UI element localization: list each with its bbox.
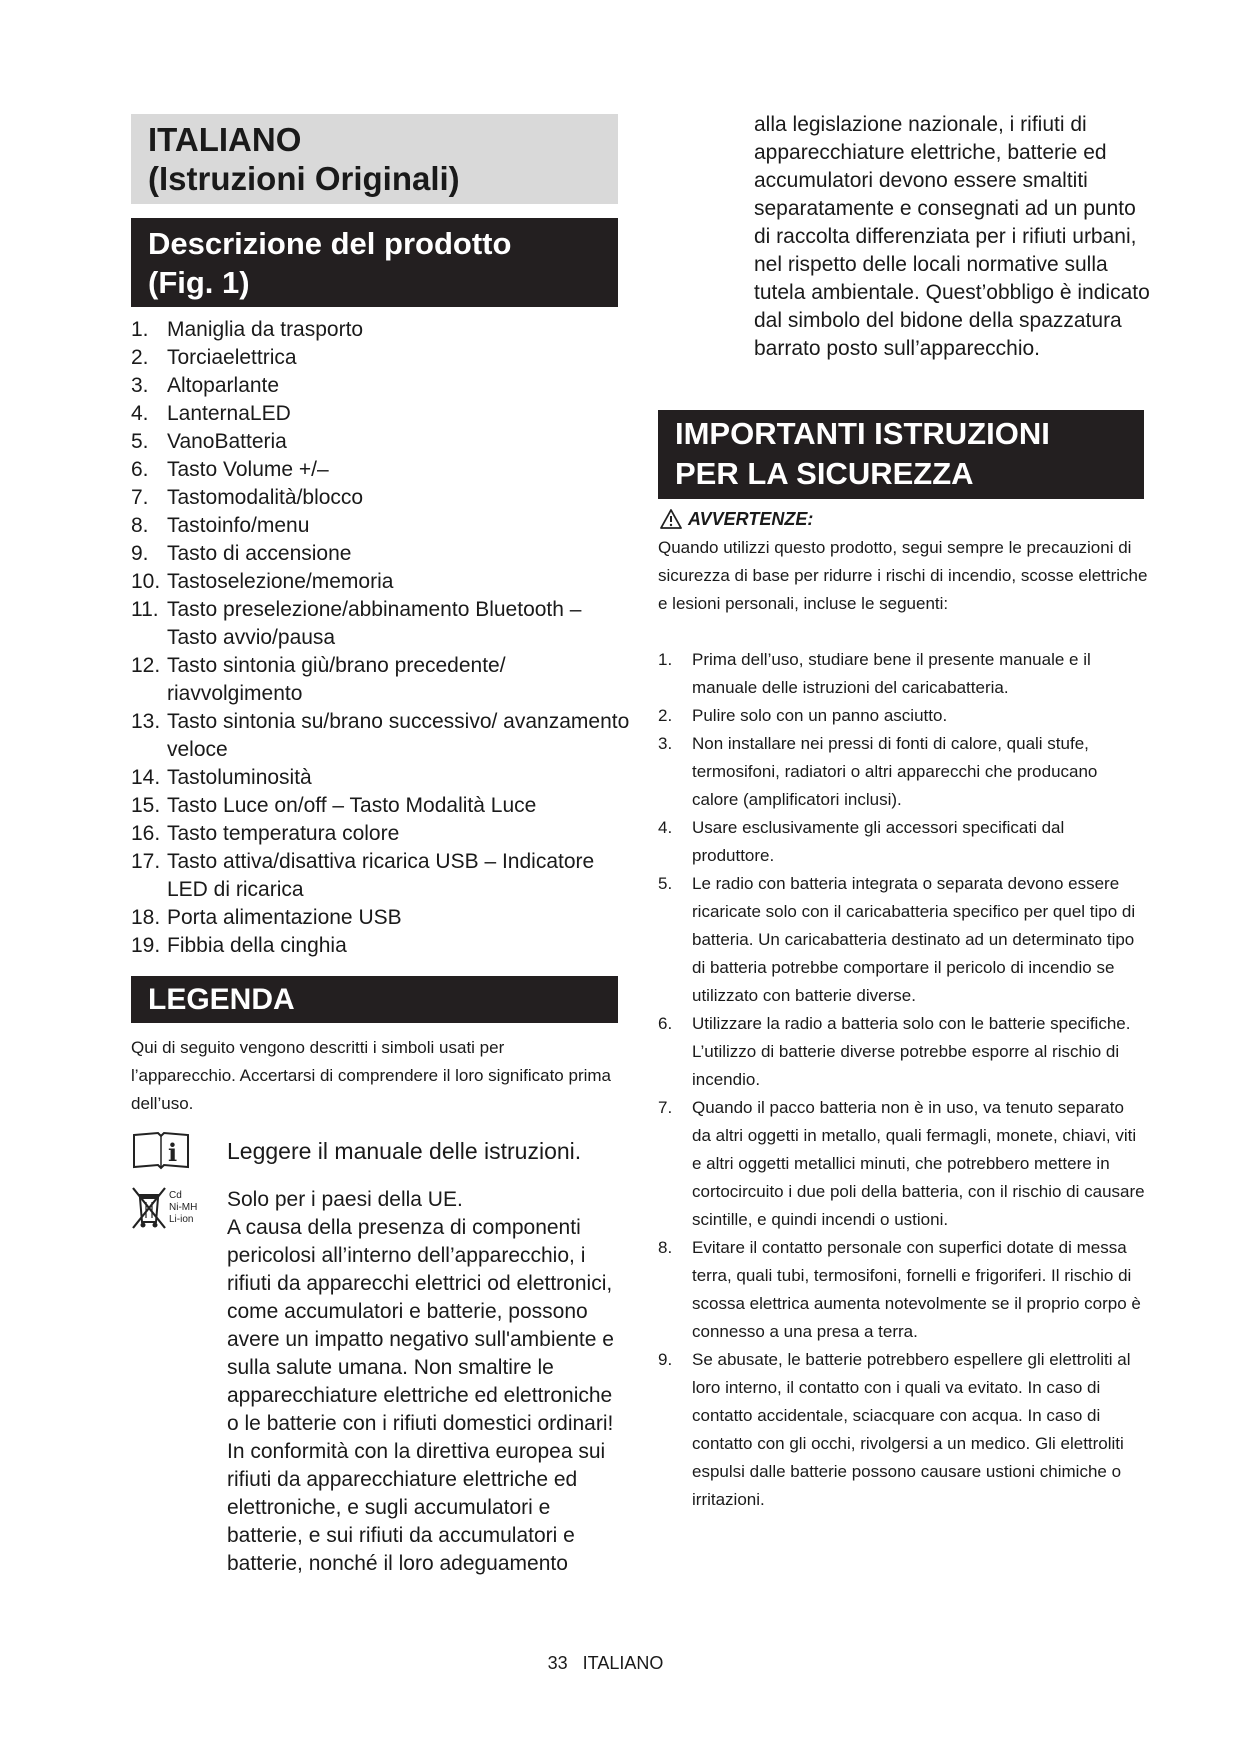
weee-paragraph-continued: alla legislazione nazionale, i rifiuti di apparecchiature elettriche, batterie ed accumulatori devono essere smaltiti separatamente e consegnati ad un punto di raccolta differenziata per i rifiuti urbani, nel rispetto delle locali normative sulla tutela ambientale. Quest’obbligo è indicato dal simbolo del bidone della spazzatura barrato posto sull’apparecchio.: [754, 113, 1150, 360]
list-item: 5. Le radio con batteria integrata o separata devono essere ricaricate solo con il caricabatteria specifico per quel tipo di batteria. Un caricabatteria destinato ad un determinato tipo di batteria potrebbe comportare il pericolo di incendio se utilizzato con batterie diverse.: [658, 874, 1136, 1005]
book-info-icon: [132, 1131, 190, 1171]
product-description-figure-ref: (Fig. 1): [148, 265, 250, 300]
list-item: 7. Tastomodalità/blocco: [131, 486, 364, 509]
list-item: 14. Tastoluminosità: [131, 766, 312, 789]
svg-text:i: i: [168, 1138, 178, 1167]
list-item: 11. Tasto preselezione/abbinamento Bluetooth – Tasto avvio/pausa: [131, 598, 582, 649]
list-item: 3. Altoparlante: [131, 374, 280, 397]
list-item: 1. Maniglia da trasporto: [131, 318, 364, 341]
safety-intro: Quando utilizzi questo prodotto, segui sempre le precauzioni di sicurezza di base per ridurre i rischi di incendio, scosse elettriche e lesioni personali, incluse le seguenti:: [658, 538, 1148, 613]
language-subtitle: (Istruzioni Originali): [148, 160, 460, 197]
warning-label: [660, 507, 813, 531]
list-item: 8. Tastoinfo/menu: [131, 514, 310, 537]
list-item: 15. Tasto Luce on/off – Tasto Modalità Luce: [131, 794, 537, 817]
list-item: 4. LanternaLED: [131, 402, 291, 425]
crossed-bin-icon: [131, 1186, 216, 1232]
eu-only-text: Solo per i paesi della UE.: [227, 1188, 463, 1211]
page-footer: [0, 1651, 1211, 1675]
bin-label-nimh: Ni-MH: [169, 1202, 198, 1213]
list-item: 4. Usare esclusivamente gli accessori specificati dal produttore.: [658, 818, 1065, 865]
weee-paragraph: A causa della presenza di componenti pericolosi all’interno dell’apparecchio, i rifiuti da apparecchi elettrici od elettronici, come accumulatori e batterie, possono avere un impatto negativo sull'ambiente e sulla salute umana. Non smaltire le apparecchiature elettriche ed elettroniche o le batterie con i rifiuti domestici ordinari! In conformità con la direttiva europea sui rifiuti da apparecchiature elettriche ed elettroniche, e sugli accumulatori e batterie, e sui rifiuti da accumulatori e batterie, nonché il loro adeguamento: [227, 1216, 614, 1575]
safety-title-line2: PER LA SICUREZZA: [675, 456, 974, 491]
list-item: 6. Tasto Volume +/–: [131, 458, 329, 481]
read-manual-text: Leggere il manuale delle istruzioni.: [227, 1138, 582, 1164]
weee-disposal-text: [227, 1186, 627, 1578]
product-parts-list: [131, 316, 631, 960]
language-title: ITALIANO: [148, 121, 302, 158]
list-item: 12. Tasto sintonia giù/brano precedente/ riavvolgimento: [131, 654, 506, 705]
list-item: 16. Tasto temperatura colore: [131, 822, 400, 845]
list-item: 18. Porta alimentazione USB: [131, 906, 402, 929]
list-item: 2. Torciaelettrica: [131, 346, 297, 369]
list-item: 7. Quando il pacco batteria non è in uso, va tenuto separato da altri oggetti in metallo, quali fermagli, monete, chiavi, viti e altri oggetti metallici minuti, che potrebbero mettere in cortocircuito i due poli della batteria, con il rischio di causare scintille, e quindi incendi o ustioni.: [658, 1098, 1145, 1229]
list-item: 10. Tastoselezione/memoria: [131, 570, 394, 593]
product-description-heading: [131, 218, 618, 307]
bin-label-cd: Cd: [169, 1190, 182, 1201]
legend-intro: Qui di seguito vengono descritti i simboli usati per l’apparecchio. Accertarsi di comprendere il loro significato prima dell’uso.: [131, 1038, 611, 1113]
list-item: 9. Se abusate, le batterie potrebbero espellere gli elettroliti al loro interno, il contatto con i quali va evitato. In caso di contatto accidentale, sciacquare con acqua. In caso di contatto con gli occhi, rivolgersi a un medico. Gli elettroliti espulsi dalle batterie possono causare ustioni chimiche o irritazioni.: [658, 1350, 1131, 1509]
legend-heading: LEGENDA: [131, 976, 618, 1023]
list-item: 13. Tasto sintonia su/brano successivo/ avanzamento veloce: [131, 710, 630, 761]
list-item: 3. Non installare nei pressi di fonti di calore, quali stufe, termosifoni, radiatori o altri apparecchi che producano calore (amplificatori inclusi).: [658, 734, 1098, 809]
safety-title-line1: IMPORTANTI ISTRUZIONI: [675, 416, 1050, 451]
language-header: [131, 114, 618, 204]
list-item: 6. Utilizzare la radio a batteria solo con le batterie specifiche. L’utilizzo di batterie diverse potrebbe esporre al rischio di incendio.: [658, 1014, 1131, 1089]
list-item: 19. Fibbia della cinghia: [131, 934, 347, 957]
safety-instructions-list: [658, 646, 1146, 1514]
page-number: 33: [547, 1653, 568, 1673]
list-item: 1. Prima dell’uso, studiare bene il presente manuale e il manuale delle istruzioni del caricabatteria.: [658, 650, 1091, 697]
bin-label-liion: Li-ion: [169, 1214, 194, 1225]
footer-language: ITALIANO: [582, 1653, 664, 1673]
list-item: 2. Pulire solo con un panno asciutto.: [658, 706, 948, 725]
list-item: 8. Evitare il contatto personale con superfici dotate di messa terra, quali tubi, termosifoni, fornelli e frigoriferi. Il rischio di scossa elettrica aumenta notevolmente se il proprio corpo è connesso a una presa a terra.: [658, 1238, 1141, 1341]
warning-text: AVVERTENZE:: [688, 509, 814, 529]
list-item: 9. Tasto di accensione: [131, 542, 352, 565]
list-item: 17. Tasto attiva/disattiva ricarica USB – Indicatore LED di ricarica: [131, 850, 595, 901]
safety-heading: [658, 410, 1144, 499]
list-item: 5. VanoBatteria: [131, 430, 287, 453]
product-description-title: Descrizione del prodotto: [148, 226, 512, 261]
warning-triangle-icon: [660, 509, 682, 529]
